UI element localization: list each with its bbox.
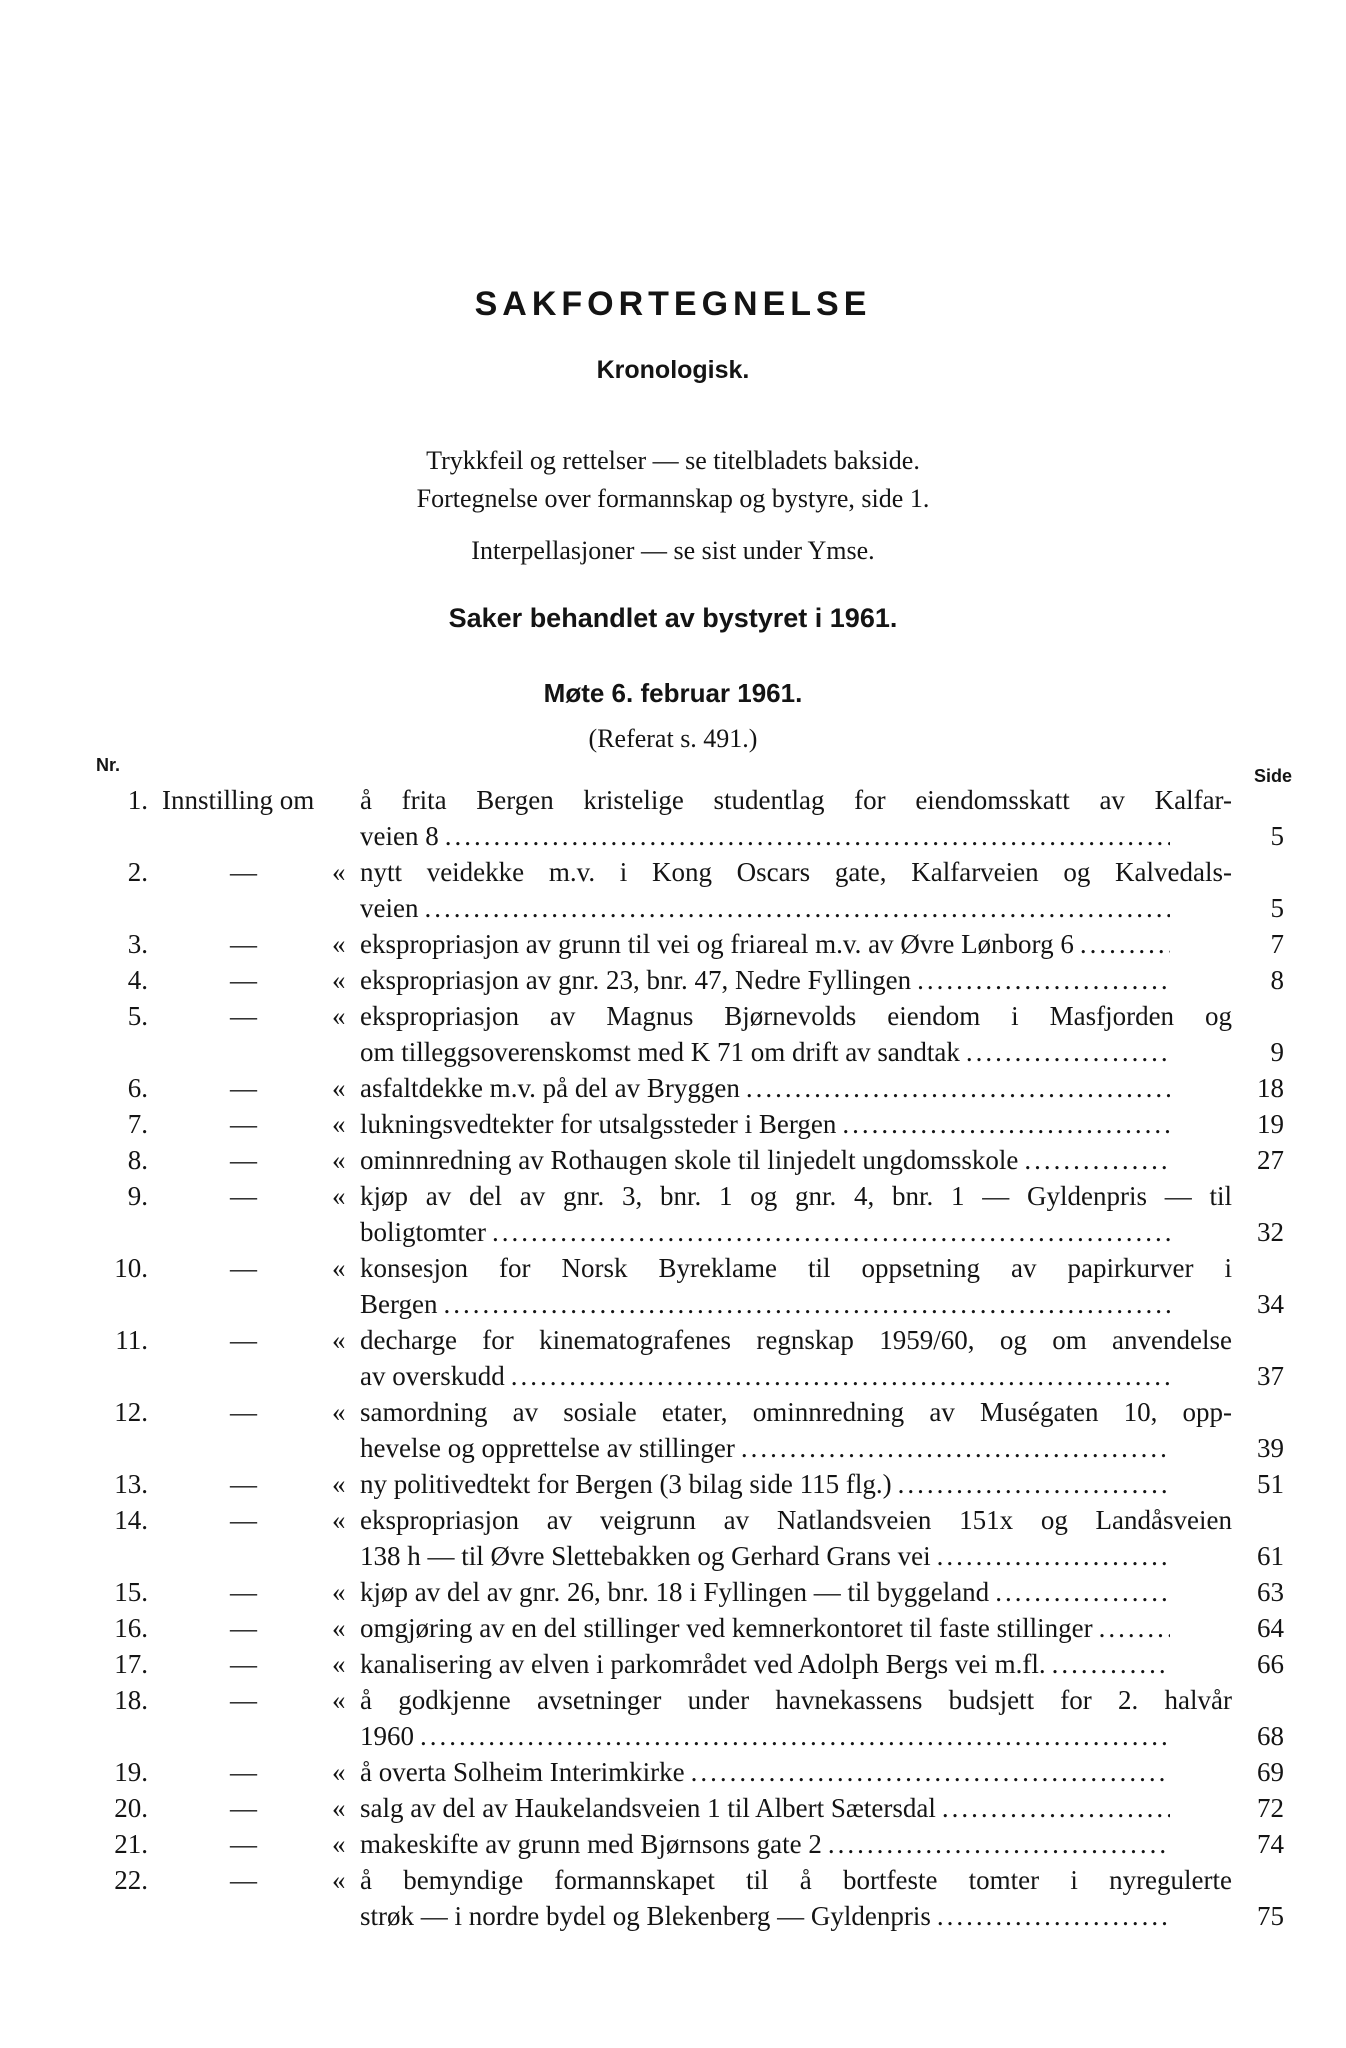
list-item: [0, 1394, 1346, 1466]
entry-number: 5.: [127, 1001, 148, 1031]
ditto-dash: —: [230, 857, 257, 887]
list-item: [0, 998, 1346, 1070]
entry-text: salg av del av Haukelandsveien 1 til Albert Sætersdal: [360, 1793, 936, 1823]
dot-leader: [492, 1214, 1170, 1250]
ditto-mark: «: [332, 1325, 346, 1355]
entry-text: omgjøring av en del stillinger ved kemnerkontoret til faste stillinger: [360, 1613, 1093, 1643]
entry-text: ekspropriasjon av gnr. 23, bnr. 47, Nedre Fyllingen: [360, 965, 912, 995]
entry-lead: Innstilling om: [162, 785, 315, 815]
dot-leader: [917, 962, 1170, 998]
entry-number: 19.: [114, 1757, 148, 1787]
ditto-mark: «: [332, 1685, 346, 1715]
dot-leader: [445, 818, 1170, 854]
page-number: 69: [1257, 1757, 1284, 1787]
entry-text: kanalisering av elven i parkområdet ved Adolph Bergs vei m.fl.: [360, 1649, 1046, 1679]
page-number: 66: [1257, 1649, 1284, 1679]
ditto-dash: —: [230, 1181, 257, 1211]
entry-text: asfaltdekke m.v. på del av Bryggen: [360, 1073, 740, 1103]
page-number: 64: [1257, 1613, 1284, 1643]
dot-leader: [1080, 926, 1170, 962]
entry-number: 4.: [127, 965, 148, 995]
dot-leader: [966, 1034, 1170, 1070]
entry-text: av overskudd: [360, 1361, 505, 1391]
ditto-dash: —: [230, 1109, 257, 1139]
entry-number: 10.: [114, 1253, 148, 1283]
ditto-mark: «: [332, 1865, 346, 1895]
entry-number: 8.: [127, 1145, 148, 1175]
list-item: [0, 1862, 1346, 1934]
list-item: [0, 1790, 1346, 1826]
entry-number: 2.: [127, 857, 148, 887]
list-item: [0, 1466, 1346, 1502]
dot-leader: [995, 1574, 1170, 1610]
list-item: [0, 854, 1346, 926]
entry-text: å overta Solheim Interimkirke: [360, 1757, 685, 1787]
entry-text: å frita Bergen kristelige studentlag for eiendomsskatt av Kalfar-: [360, 785, 1232, 815]
note-interpellations: Interpellasjoner — se sist under Ymse.: [471, 536, 875, 565]
dot-leader: [898, 1466, 1170, 1502]
ditto-dash: —: [230, 1829, 257, 1859]
page-number: 51: [1257, 1469, 1284, 1499]
entry-text: makeskifte av grunn med Bjørnsons gate 2: [360, 1829, 822, 1859]
entry-number: 13.: [114, 1469, 148, 1499]
ditto-dash: —: [230, 1757, 257, 1787]
ditto-dash: —: [230, 1865, 257, 1895]
dot-leader: [741, 1430, 1170, 1466]
page-number: 72: [1257, 1793, 1284, 1823]
meeting-heading: Møte 6. februar 1961.: [543, 678, 803, 708]
entry-number: 9.: [127, 1181, 148, 1211]
ditto-dash: —: [230, 1397, 257, 1427]
ditto-mark: «: [332, 965, 346, 995]
page-subtitle: Kronologisk.: [596, 356, 750, 384]
page-number: 27: [1257, 1145, 1284, 1175]
ditto-mark: «: [332, 1577, 346, 1607]
list-item: [0, 1754, 1346, 1790]
ditto-mark: «: [332, 1757, 346, 1787]
entry-text: boligtomter: [360, 1217, 486, 1247]
entry-number: 12.: [114, 1397, 148, 1427]
ditto-mark: «: [332, 1073, 346, 1103]
dot-leader: [511, 1358, 1170, 1394]
dot-leader: [842, 1106, 1170, 1142]
page-number: 5: [1270, 821, 1284, 851]
ditto-dash: —: [230, 1577, 257, 1607]
ditto-dash: —: [230, 1325, 257, 1355]
page-number: 8: [1270, 965, 1284, 995]
ditto-mark: «: [332, 1469, 346, 1499]
ditto-mark: «: [332, 1829, 346, 1859]
entry-number: 1.: [127, 785, 148, 815]
page-number: 5: [1270, 893, 1284, 923]
list-item: [0, 1142, 1346, 1178]
ditto-mark: «: [332, 929, 346, 959]
entry-number: 7.: [127, 1109, 148, 1139]
ditto-dash: —: [230, 965, 257, 995]
dot-leader: [828, 1826, 1170, 1862]
ditto-mark: «: [332, 1397, 346, 1427]
entry-number: 3.: [127, 929, 148, 959]
ditto-mark: «: [332, 1649, 346, 1679]
entry-text: samordning av sosiale etater, ominnredning av Muségaten 10, opp-: [360, 1397, 1232, 1427]
note-index: Fortegnelse over formannskap og bystyre, side 1.: [416, 484, 930, 513]
entry-number: 21.: [114, 1829, 148, 1859]
entry-number: 15.: [114, 1577, 148, 1607]
entry-text: ekspropriasjon av Magnus Bjørnevolds eiendom i Masfjorden og: [360, 1001, 1232, 1031]
list-item: [0, 1106, 1346, 1142]
entry-number: 18.: [114, 1685, 148, 1715]
entry-text: 1960: [360, 1721, 414, 1751]
ditto-dash: —: [230, 1145, 257, 1175]
entry-text: ominnredning av Rothaugen skole til linjedelt ungdomsskole: [360, 1145, 1019, 1175]
page-number: 75: [1257, 1901, 1284, 1931]
list-item: [0, 1322, 1346, 1394]
page-number: 32: [1257, 1217, 1284, 1247]
list-item: [0, 1178, 1346, 1250]
entry-text: ekspropriasjon av veigrunn av Natlandsveien 151x og Landåsveien: [360, 1505, 1232, 1535]
ditto-dash: —: [230, 1505, 257, 1535]
ditto-mark: «: [332, 1181, 346, 1211]
list-item: [0, 1502, 1346, 1574]
ditto-mark: «: [332, 1001, 346, 1031]
list-item: [0, 1826, 1346, 1862]
entry-text: strøk — i nordre bydel og Blekenberg — Gyldenpris: [360, 1901, 931, 1931]
entry-list: [0, 782, 1346, 1934]
page-number: 61: [1257, 1541, 1284, 1571]
entry-number: 22.: [114, 1865, 148, 1895]
dot-leader: [1052, 1646, 1170, 1682]
ditto-dash: —: [230, 1793, 257, 1823]
ditto-mark: «: [332, 1145, 346, 1175]
entry-text: å bemyndige formannskapet til å bortfeste tomter i nyregulerte: [360, 1865, 1232, 1895]
page-number: 74: [1257, 1829, 1284, 1859]
ditto-dash: —: [230, 1685, 257, 1715]
dot-leader: [1099, 1610, 1170, 1646]
dot-leader: [691, 1754, 1170, 1790]
entry-number: 11.: [115, 1325, 148, 1355]
ditto-dash: —: [230, 1649, 257, 1679]
ditto-dash: —: [230, 1001, 257, 1031]
ditto-mark: «: [332, 1109, 346, 1139]
list-item: [0, 926, 1346, 962]
entry-text: ekspropriasjon av grunn til vei og friareal m.v. av Øvre Lønborg 6: [360, 929, 1074, 959]
entry-text: Bergen: [360, 1289, 438, 1319]
entry-text: nytt veidekke m.v. i Kong Oscars gate, Kalfarveien og Kalvedals-: [360, 857, 1232, 887]
ditto-mark: «: [332, 1613, 346, 1643]
entry-text: lukningsvedtekter for utsalgssteder i Bergen: [360, 1109, 837, 1139]
list-item: [0, 1250, 1346, 1322]
entry-text: hevelse og opprettelse av stillinger: [360, 1433, 735, 1463]
page-title: SAKFORTEGNELSE: [474, 285, 872, 323]
entry-text: konsesjon for Norsk Byreklame til oppsetning av papirkurver i: [360, 1253, 1232, 1283]
ditto-mark: «: [332, 1253, 346, 1283]
section-heading: Saker behandlet av bystyret i 1961.: [448, 603, 898, 633]
dot-leader: [443, 1286, 1170, 1322]
dot-leader: [746, 1070, 1170, 1106]
list-item: [0, 1610, 1346, 1646]
dot-leader: [937, 1538, 1170, 1574]
ditto-mark: «: [332, 1505, 346, 1535]
entry-number: 14.: [114, 1505, 148, 1535]
ditto-dash: —: [230, 929, 257, 959]
entry-number: 20.: [114, 1793, 148, 1823]
ditto-dash: —: [230, 1469, 257, 1499]
entry-number: 17.: [114, 1649, 148, 1679]
dot-leader: [420, 1718, 1170, 1754]
note-errata: Trykkfeil og rettelser — se titelbladets bakside.: [426, 446, 920, 475]
entry-text: å godkjenne avsetninger under havnekassens budsjett for 2. halvår: [360, 1685, 1232, 1715]
page-number: 37: [1257, 1361, 1284, 1391]
list-item: [0, 1682, 1346, 1754]
entry-text: 138 h — til Øvre Slettebakken og Gerhard Grans vei: [360, 1541, 931, 1571]
entry-text: veien 8: [360, 821, 439, 851]
column-header-nr: Nr.: [96, 755, 121, 775]
entry-text: kjøp av del av gnr. 26, bnr. 18 i Fyllingen — til byggeland: [360, 1577, 990, 1607]
entry-text: decharge for kinematografenes regnskap 1959/60, og om anvendelse: [360, 1325, 1232, 1355]
entry-number: 16.: [114, 1613, 148, 1643]
dot-leader: [424, 890, 1170, 926]
page-number: 7: [1270, 929, 1284, 959]
list-item: [0, 1646, 1346, 1682]
page-number: 34: [1257, 1289, 1284, 1319]
reference-note: (Referat s. 491.): [588, 724, 758, 753]
page-number: 68: [1257, 1721, 1284, 1751]
ditto-dash: —: [230, 1613, 257, 1643]
column-header-side: Side: [1253, 766, 1292, 786]
dot-leader: [942, 1790, 1170, 1826]
ditto-mark: «: [332, 1793, 346, 1823]
page-number: 18: [1257, 1073, 1284, 1103]
list-item: [0, 782, 1346, 854]
list-item: [0, 1070, 1346, 1106]
list-item: [0, 962, 1346, 998]
entry-number: 6.: [127, 1073, 148, 1103]
page-number: 39: [1257, 1433, 1284, 1463]
entry-text: veien: [360, 893, 419, 923]
entry-text: om tilleggsoverenskomst med K 71 om drift av sandtak: [360, 1037, 960, 1067]
page-number: 19: [1257, 1109, 1284, 1139]
entry-text: kjøp av del av gnr. 3, bnr. 1 og gnr. 4, bnr. 1 — Gyldenpris — til: [360, 1181, 1232, 1211]
entry-text: ny politivedtekt for Bergen (3 bilag side 115 flg.): [360, 1469, 892, 1499]
list-item: [0, 1574, 1346, 1610]
dot-leader: [937, 1898, 1170, 1934]
page-number: 9: [1270, 1037, 1284, 1067]
ditto-dash: —: [230, 1253, 257, 1283]
dot-leader: [1024, 1142, 1170, 1178]
ditto-mark: «: [332, 857, 346, 887]
page-number: 63: [1257, 1577, 1284, 1607]
ditto-dash: —: [230, 1073, 257, 1103]
